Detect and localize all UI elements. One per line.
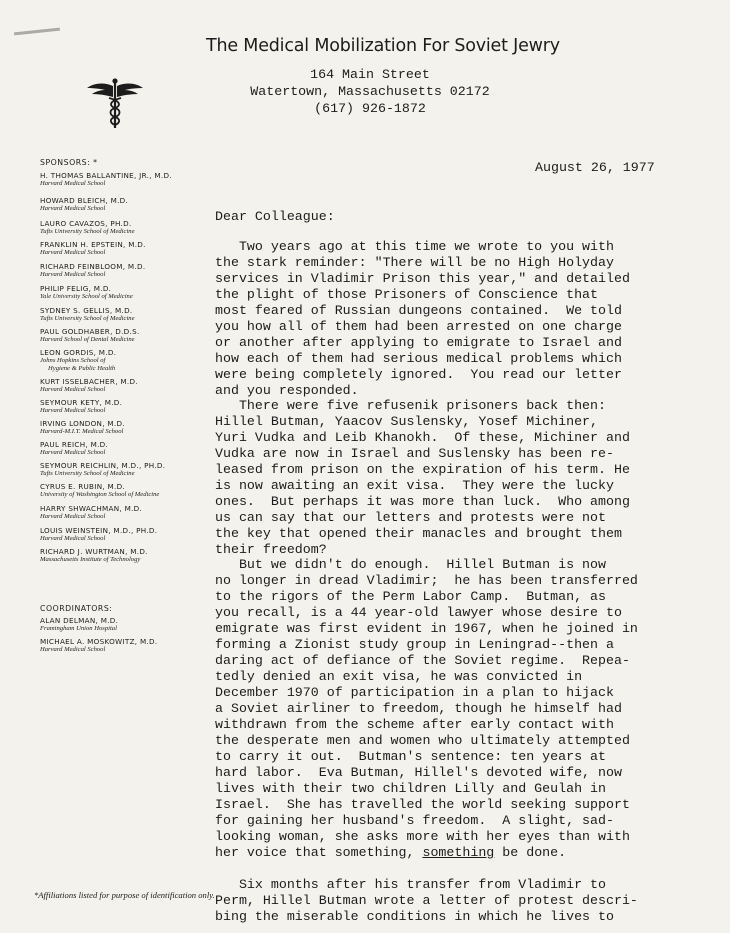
- sponsor-affiliation: Harvard Medical School: [40, 535, 106, 542]
- sponsor-affiliation: Johns Hopkins School of: [40, 357, 106, 364]
- letter-line-text: for gaining her husband's freedom. A slight, sad-: [215, 813, 614, 828]
- letter-line: [215, 829, 630, 845]
- sponsor-name: LOUIS WEINSTEIN, M.D., PH.D.: [40, 526, 158, 535]
- letter-line-text: daring act of defiance of the Soviet regime. Repea-: [215, 653, 630, 668]
- sponsor-name: LEON GORDIS, M.D.: [40, 348, 117, 357]
- letter-line: [215, 319, 622, 335]
- sponsor-affiliation: Tufts University School of Medicine: [40, 228, 135, 235]
- letter-line-text: hard labor. Eva Butman, Hillel's devoted wife, now: [215, 765, 622, 780]
- sponsor-affiliation: Harvard Medical School: [40, 271, 106, 278]
- sponsor-affiliation: Harvard Medical School: [40, 407, 106, 414]
- letter-line-text: withdrawn from the scheme after early contact with: [215, 717, 614, 732]
- letter-line-text: how each of them had serious medical problems which: [215, 351, 622, 366]
- sponsor-affiliation: Massachusetts Institute of Technology: [40, 556, 141, 563]
- letter-line: [215, 462, 630, 478]
- letter-line: [215, 287, 598, 303]
- sponsor-name: LAURO CAVAZOS, PH.D.: [40, 219, 132, 228]
- sponsor-name: SEYMOUR REICHLIN, M.D., PH.D.: [40, 461, 166, 470]
- letter-line-text: Two years ago at this time we wrote to you with: [215, 239, 614, 254]
- letter-line: [215, 733, 630, 749]
- letter-line: [215, 573, 638, 589]
- letter-line-text: or another after applying to emigrate to Israel and: [215, 335, 622, 350]
- address-city: Watertown, Massachusetts 02172: [250, 84, 490, 99]
- salutation: Dear Colleague:: [215, 209, 335, 224]
- letter-line-text: services in Vladimir Prison this year," and detailed: [215, 271, 630, 286]
- letter-line-text: tedly denied an exit visa, he was convicted in: [215, 669, 583, 684]
- letter-line-text: Perm, Hillel Butman wrote a letter of protest descri-: [215, 893, 638, 908]
- pencil-mark: [14, 28, 60, 36]
- letter-line-text: a Soviet airliner to freedom, though he himself had: [215, 701, 622, 716]
- letter-line: [215, 813, 614, 829]
- sponsors-heading: SPONSORS: *: [40, 158, 98, 167]
- letter-line-text: There were five refusenik prisoners back then:: [215, 398, 606, 413]
- letter-line: [215, 494, 630, 510]
- sponsor-affiliation: Harvard Medical School: [40, 249, 106, 256]
- address-street: 164 Main Street: [310, 67, 430, 82]
- letter-line-text: Vudka are now in Israel and Suslensky has been re-: [215, 446, 614, 461]
- letter-line-text: most feared of Russian dungeons contained. We told: [215, 303, 622, 318]
- sponsor-name: IRVING LONDON, M.D.: [40, 419, 125, 428]
- letter-line-text: the plight of those Prisoners of Conscience that: [215, 287, 599, 302]
- letter-line-text: the desperate men and women who ultimately attempted: [215, 733, 630, 748]
- sponsor-affiliation: Tufts University School of Medicine: [40, 470, 135, 477]
- coordinators-heading: COORDINATORS:: [40, 604, 113, 613]
- letter-line-text: December 1970 of participation in a plan to hijack: [215, 685, 614, 700]
- caduceus-icon: [84, 76, 146, 130]
- sponsor-name: KURT ISSELBACHER, M.D.: [40, 377, 138, 386]
- sponsor-affiliation: Harvard Medical School: [40, 205, 106, 212]
- sponsor-name: HARRY SHWACHMAN, M.D.: [40, 504, 143, 513]
- letter-line-text: Hillel Butman, Yaacov Suslensky, Yosef Michiner,: [215, 414, 599, 429]
- letter-date: August 26, 1977: [535, 160, 655, 175]
- coordinator-affiliation: Framingham Union Hospital: [40, 625, 117, 632]
- sponsor-affiliation: Tufts University School of Medicine: [40, 315, 135, 322]
- letter-line: [215, 351, 622, 367]
- footnote: *Affiliations listed for purpose of identification only.: [34, 890, 215, 900]
- sponsor-name: FRANKLIN H. EPSTEIN, M.D.: [40, 240, 146, 249]
- letter-line: [215, 749, 606, 765]
- letter-line: [215, 845, 566, 861]
- letter-line: [215, 383, 359, 399]
- sponsor-affiliation: Harvard School of Dental Medicine: [40, 336, 135, 343]
- letter-line: [215, 557, 606, 573]
- letter-line-text: ones. But perhaps it was more than luck. Who among: [215, 494, 630, 509]
- letter-line-text: you recall, is a 44 year-old lawyer whose desire to: [215, 605, 622, 620]
- letter-line-text: emigrate was first evident in 1967, when he joined in: [215, 621, 638, 636]
- letter-line-text: to carry it out. Butman's sentence: ten years at: [215, 749, 606, 764]
- sponsor-affiliation: Hygiene & Public Health: [48, 365, 116, 372]
- letter-line: [215, 765, 622, 781]
- letter-line-tail: be done.: [494, 845, 567, 860]
- sponsor-name: RICHARD FEINBLOOM, M.D.: [40, 262, 146, 271]
- letter-line: [215, 414, 598, 430]
- letter-line: [215, 605, 622, 621]
- organization-name: The Medical Mobilization For Soviet Jewry: [206, 36, 560, 56]
- letter-line: [215, 797, 630, 813]
- letter-line: [215, 781, 606, 797]
- letter-line-text: were being completely ignored. You read our letter: [215, 367, 622, 382]
- letter-line-text: But we didn't do enough. Hillel Butman is now: [215, 557, 606, 572]
- sponsor-affiliation: Harvard Medical School: [40, 386, 106, 393]
- letter-line: [215, 637, 614, 653]
- letter-line-text: looking woman, she asks more with her eyes than with: [215, 829, 630, 844]
- letter-line: [215, 446, 614, 462]
- letter-line-text: the key that opened their manacles and brought them: [215, 526, 622, 541]
- letter-line-text: bing the miserable conditions in which he lives to: [215, 909, 614, 924]
- coordinator-name: ALAN DELMAN, M.D.: [40, 616, 119, 625]
- letter-line-text: Yuri Vudka and Leib Khanokh. Of these, Michiner and: [215, 430, 630, 445]
- letter-line-text: is now awaiting an exit visa. They were the lucky: [215, 478, 614, 493]
- letter-line: [215, 542, 327, 558]
- sponsor-affiliation: Yale University School of Medicine: [40, 293, 133, 300]
- letter-line: [215, 239, 614, 255]
- underlined-word: something: [422, 845, 495, 860]
- letter-line-text: to the rigors of the Perm Labor Camp. Butman, as: [215, 589, 606, 604]
- letter-line: [215, 271, 630, 287]
- coordinator-affiliation: Harvard Medical School: [40, 646, 106, 653]
- sponsor-name: SYDNEY S. GELLIS, M.D.: [40, 306, 133, 315]
- letter-line: [215, 335, 622, 351]
- letter-line: [215, 255, 614, 271]
- letter-line-text: her voice that something,: [215, 845, 423, 860]
- letter-line-text: Israel. She has travelled the world seeking support: [215, 797, 630, 812]
- letter-line: [215, 685, 614, 701]
- coordinator-name: MICHAEL A. MOSKOWITZ, M.D.: [40, 637, 158, 646]
- letter-line: [215, 621, 638, 637]
- letter-line: [215, 367, 622, 383]
- letter-line: [215, 893, 638, 909]
- letter-line: [215, 510, 606, 526]
- sponsor-name: RICHARD J. WURTMAN, M.D.: [40, 547, 148, 556]
- sponsor-name: CYRUS E. RUBIN, M.D.: [40, 482, 126, 491]
- letter-line-text: no longer in dread Vladimir; he has been transferred: [215, 573, 638, 588]
- sponsor-affiliation: Harvard-M.I.T. Medical School: [40, 428, 124, 435]
- letter-line-text: us can say that our letters and protests were not: [215, 510, 606, 525]
- sponsor-affiliation: Harvard Medical School: [40, 180, 106, 187]
- sponsor-name: PAUL REICH, M.D.: [40, 440, 109, 449]
- letter-line: [215, 653, 630, 669]
- letter-line-text: Six months after his transfer from Vladimir to: [215, 877, 606, 892]
- sponsor-affiliation: Harvard Medical School: [40, 449, 106, 456]
- letter-line-text: lives with their two children Lilly and Geulah in: [215, 781, 606, 796]
- letter-line: [215, 478, 614, 494]
- letter-line: [215, 669, 582, 685]
- letter-line: [215, 589, 606, 605]
- sponsor-affiliation: Harvard Medical School: [40, 513, 106, 520]
- letter-line: [215, 398, 606, 414]
- sponsor-name: SEYMOUR KETY, M.D.: [40, 398, 123, 407]
- address-phone: (617) 926-1872: [314, 101, 426, 116]
- sponsor-name: PHILIP FELIG, M.D.: [40, 284, 112, 293]
- letter-line-text: the stark reminder: "There will be no High Holyday: [215, 255, 614, 270]
- letter-line: [215, 430, 630, 446]
- letter-line: [215, 526, 622, 542]
- letter-line-text: forming a Zionist study group in Leningrad--then a: [215, 637, 614, 652]
- sponsor-affiliation: University of Washington School of Medicine: [40, 491, 160, 498]
- letter-line: [215, 701, 622, 717]
- letter-line: [215, 909, 614, 925]
- sponsor-name: H. THOMAS BALLANTINE, JR., M.D.: [40, 171, 172, 180]
- sponsor-name: HOWARD BLEICH, M.D.: [40, 196, 129, 205]
- letter-line: [215, 303, 622, 319]
- letter-line-text: their freedom?: [215, 542, 327, 557]
- sponsor-name: PAUL GOLDHABER, D.D.S.: [40, 327, 140, 336]
- letter-line-text: you how all of them had been arrested on one charge: [215, 319, 622, 334]
- letter-line-text: and you responded.: [215, 383, 359, 398]
- letter-line-text: leased from prison on the expiration of his term. He: [215, 462, 630, 477]
- letter-line: [215, 877, 606, 893]
- letter-line: [215, 717, 614, 733]
